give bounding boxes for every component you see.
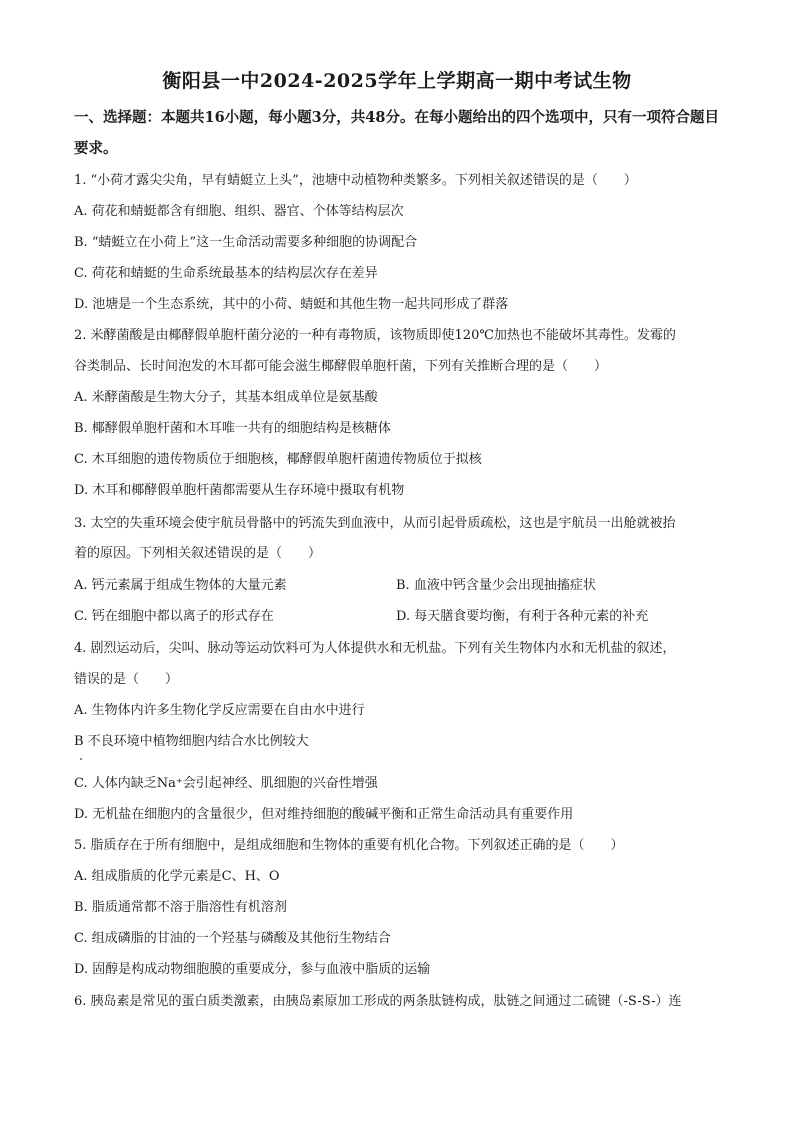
question-1-stem: 1. “小荷才露尖尖角，早有蜻蜓立上头”，池塘中动植物种类繁多。下列相关叙述错误的是（ ） [74,173,637,188]
question-5-stem: 5. 脂质存在于所有细胞中，是组成细胞和生物体的重要有机化合物。下列叙述正确的是（ ） [74,838,624,853]
question-4-option-c: C. 人体内缺乏Na⁺会引起神经、肌细胞的兴奋性增强 [74,776,378,791]
question-4-stem-line-2: 错误的是（ ） [74,672,179,687]
question-2-stem-line-2: 谷类制品、长时间泡发的木耳都可能会滋生椰酵假单胞杆菌，下列有关推断合理的是（ ） [74,359,608,374]
exam-title: 衡阳县一中2024-2025学年上学期高一期中考试生物 [162,70,632,92]
question-5-option-c: C. 组成磷脂的甘油的一个羟基与磷酸及其他衍生物结合 [74,931,391,946]
question-5-option-a: A. 组成脂质的化学元素是C、H、O [74,869,280,884]
question-3-option-c: C. 钙在细胞中都以离子的形式存在 [74,609,274,624]
question-1-option-d: D. 池塘是一个生态系统，其中的小荷、蜻蜓和其他生物一起共同形成了群落 [74,297,509,312]
question-5-option-b: B. 脂质通常都不溶于脂溶性有机溶剂 [74,900,287,915]
question-4-stem-line-1: 4. 剧烈运动后，尖叫、脉动等运动饮料可为人体提供水和无机盐。下列有关生物体内水和无机盐的叙述， [74,641,676,656]
question-5-option-d: D. 固醇是构成动物细胞膜的重要成分，参与血液中脂质的运输 [74,962,431,977]
question-3-option-a: A. 钙元素属于组成生物体的大量元素 [74,578,287,593]
question-1-option-a: A. 荷花和蜻蜓都含有细胞、组织、器官、个体等结构层次 [74,204,404,219]
question-3-option-b: B. 血液中钙含量少会出现抽搐症状 [396,578,596,593]
question-6-stem-line-1: 6. 胰岛素是常见的蛋白质类激素，由胰岛素原加工形成的两条肽链构成，肽链之间通过二硫键（-S-S-）连 [74,994,682,1009]
question-2-stem-line-1: 2. 米酵菌酸是由椰酵假单胞杆菌分泌的一种有毒物质，该物质即使120℃加热也不能破坏其毒性。发霉的 [74,328,676,343]
question-4-option-a: A. 生物体内许多生物化学反应需要在自由水中进行 [74,703,365,718]
question-2-option-b: B. 椰酵假单胞杆菌和木耳唯一共有的细胞结构是核糖体 [74,421,391,436]
question-4-option-b: B 不良环境中植物细胞内结合水比例较大 [74,734,309,749]
question-3-option-d: D. 每天膳食要均衡，有利于各种元素的补充 [396,609,649,624]
section-instructions: 一、选择题：本题共16小题，每小题3分，共48分。在每小题给出的四个选项中，只有一项符合题目要求。 [74,109,719,157]
question-2-option-d: D. 木耳和椰酵假单胞杆菌都需要从生存环境中摄取有机物 [74,483,405,498]
question-1-option-c: C. 荷花和蜻蜓的生命系统最基本的结构层次存在差异 [74,266,378,281]
question-1-option-b: B. “蜻蜓立在小荷上”这一生命活动需要多种细胞的协调配合 [74,235,418,250]
stray-mark [80,758,82,760]
question-4-option-d: D. 无机盐在细胞内的含量很少，但对维持细胞的酸碱平衡和正常生命活动具有重要作用 [74,807,574,822]
question-2-option-c: C. 木耳细胞的遗传物质位于细胞核，椰酵假单胞杆菌遗传物质位于拟核 [74,452,482,467]
question-3-stem-line-1: 3. 太空的失重环境会使宇航员骨骼中的钙流失到血液中，从而引起骨质疏松，这也是宇航员一出舱就被抬 [74,516,676,531]
question-2-option-a: A. 米酵菌酸是生物大分子，其基本组成单位是氨基酸 [74,390,378,405]
question-3-stem-line-2: 着的原因。下列相关叙述错误的是（ ） [74,546,322,561]
